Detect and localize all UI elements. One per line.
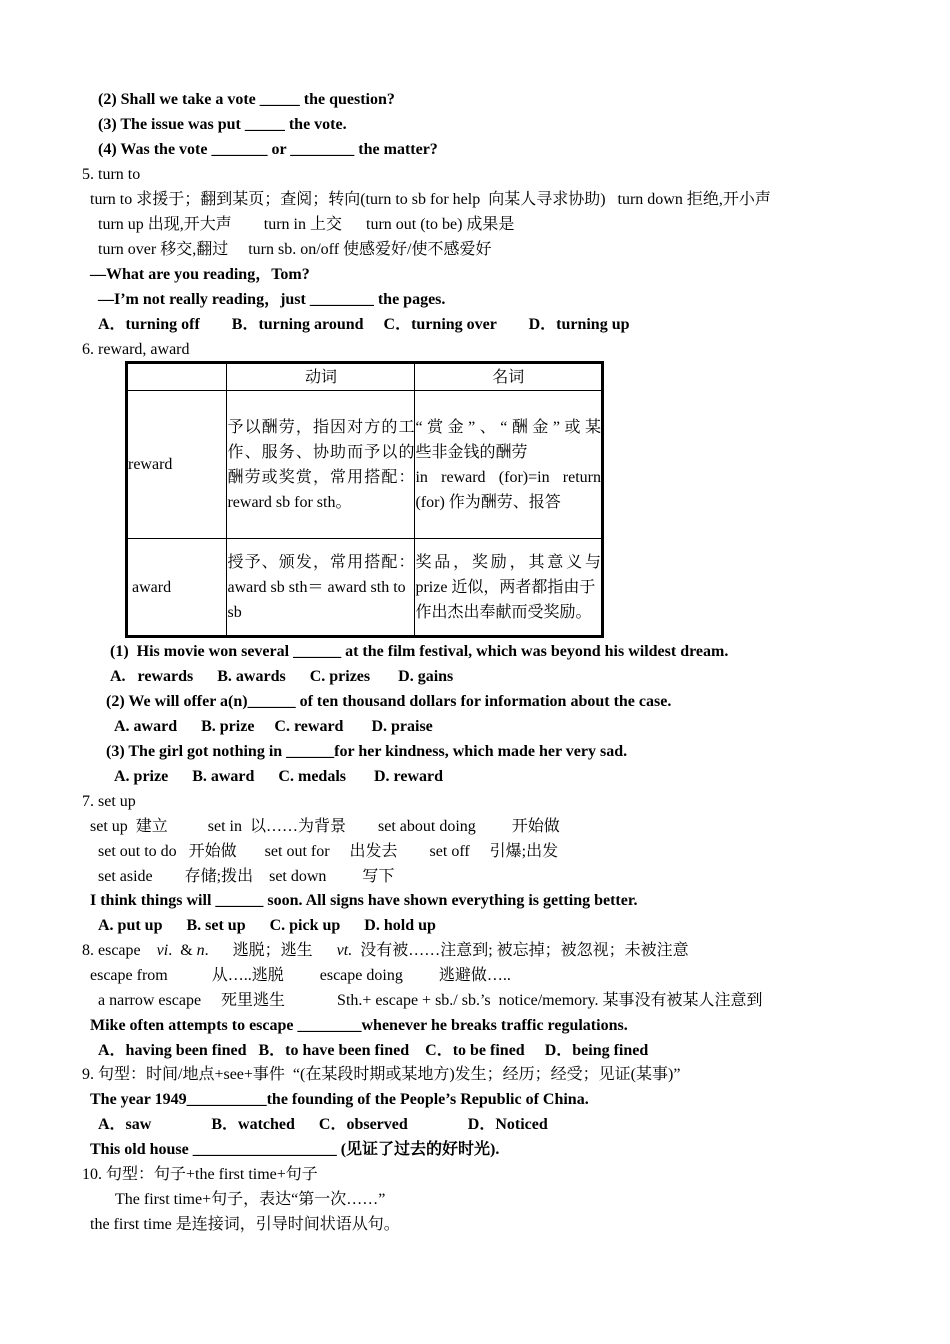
s7-line-2: set out to do 开始做 set out for 出发去 set off 引爆;出发 (98, 843, 559, 860)
table-cell-verb: 予以酬劳，指因对方的工 作、服务、协助而予以的 酬劳或奖赏，常用搭配： reward sb for sth。 (227, 391, 415, 539)
s9-question-2: This old house __________________ (见证了过去的好时光). (90, 1141, 500, 1158)
s5-heading: 5. turn to (82, 166, 141, 183)
s4-question-3: (3) The issue was put _____ the vote. (98, 116, 347, 133)
s9-heading: 9. 句型：时间/地点+see+事件 “(在某段时期或某地方)发生；经历；经受；见证(某事)” (82, 1066, 681, 1083)
s6-question-1: (1) His movie won several ______ at the film festival, which was beyond his wildest dream. (110, 643, 729, 660)
table-cell-noun: “赏金”、“酬金”或某 些非金钱的酬劳 in reward (for)=in return (for) 作为酬劳、报答 (415, 391, 603, 539)
s6-question-3-options: A. prize B. award C. medals D. reward (114, 768, 444, 785)
s6-heading: 6. reward, award (82, 341, 190, 358)
s8-heading: 8. escape vi. & n. 逃脱；逃生 vt. 没有被……注意到; 被忘掉；被忽视；未被注意 (82, 942, 689, 959)
table-header-verb: 动词 (227, 363, 415, 391)
s5-dialogue-1: —What are you reading，Tom? (90, 266, 310, 283)
s7-line-3: set aside 存储;拨出 set down 写下 (98, 868, 395, 885)
s6-question-2-options: A. award B. prize C. reward D. praise (114, 718, 433, 735)
s10-line-1: The first time+句子，表达“第一次……” (115, 1191, 386, 1208)
table-cell-noun: 奖品，奖励，其意义与 prize 近似，两者都指由于 作出杰出奉献而受奖励。 (415, 539, 603, 637)
table-cell-word: award (127, 539, 227, 637)
s7-heading: 7. set up (82, 793, 136, 810)
s10-line-2: the first time 是连接词，引导时间状语从句。 (90, 1216, 400, 1233)
s7-options: A. put up B. set up C. pick up D. hold up (98, 917, 436, 934)
s7-question: I think things will ______ soon. All signs have shown everything is getting better. (90, 892, 638, 909)
reward-award-table (125, 361, 604, 638)
table-header-row (127, 363, 603, 391)
s8-line-2: a narrow escape 死里逃生 Sth.+ escape + sb./ sb.’s notice/memory. 某事没有被某人注意到 (98, 992, 763, 1009)
table-cell-verb: 授予、颁发，常用搭配： award sb sth＝ award sth to sb (227, 539, 415, 637)
s5-line-1: turn to 求援于；翻到某页；查阅；转向(turn to sb for help 向某人寻求协助) turn down 拒绝,开小声 (90, 191, 771, 208)
s5-dialogue-2: —I’m not really reading，just ________ the pages. (98, 291, 446, 308)
s5-options: A．turning off B．turning around C．turning over D．turning up (98, 316, 630, 333)
s6-question-3: (3) The girl got nothing in ______for her kindness, which made her very sad. (106, 743, 628, 760)
table-row-reward (127, 391, 603, 539)
table-row-award (127, 539, 603, 637)
s4-question-2: (2) Shall we take a vote _____ the question? (98, 91, 395, 108)
s7-line-1: set up 建立 set in 以……为背景 set about doing 开始做 (90, 818, 560, 835)
s8-question: Mike often attempts to escape ________whenever he breaks traffic regulations. (90, 1017, 628, 1034)
s9-question-1: The year 1949__________the founding of the People’s Republic of China. (90, 1091, 589, 1108)
table-header-noun: 名词 (415, 363, 603, 391)
s10-heading: 10. 句型：句子+the first time+句子 (82, 1166, 318, 1183)
s5-line-2: turn up 出现,开大声 turn in 上交 turn out (to be) 成果是 (98, 216, 515, 233)
s6-question-2: (2) We will offer a(n)______ of ten thousand dollars for information about the case. (106, 693, 672, 710)
s8-options: A．having been fined B．to have been fined C．to be fined D．being fined (98, 1042, 649, 1059)
s9-options: A．saw B．watched C．observed D．Noticed (98, 1116, 548, 1133)
s5-line-3: turn over 移交,翻过 turn sb. on/off 使感爱好/使不感爱好 (98, 241, 492, 258)
s6-question-1-options: A. rewards B. awards C. prizes D. gains (110, 668, 454, 685)
table-cell-word: reward (127, 391, 227, 539)
table-header-blank (127, 363, 227, 391)
s8-line-1: escape from 从…..逃脱 escape doing 逃避做….. (90, 967, 511, 984)
s4-question-4: (4) Was the vote _______ or ________ the matter? (98, 141, 438, 158)
